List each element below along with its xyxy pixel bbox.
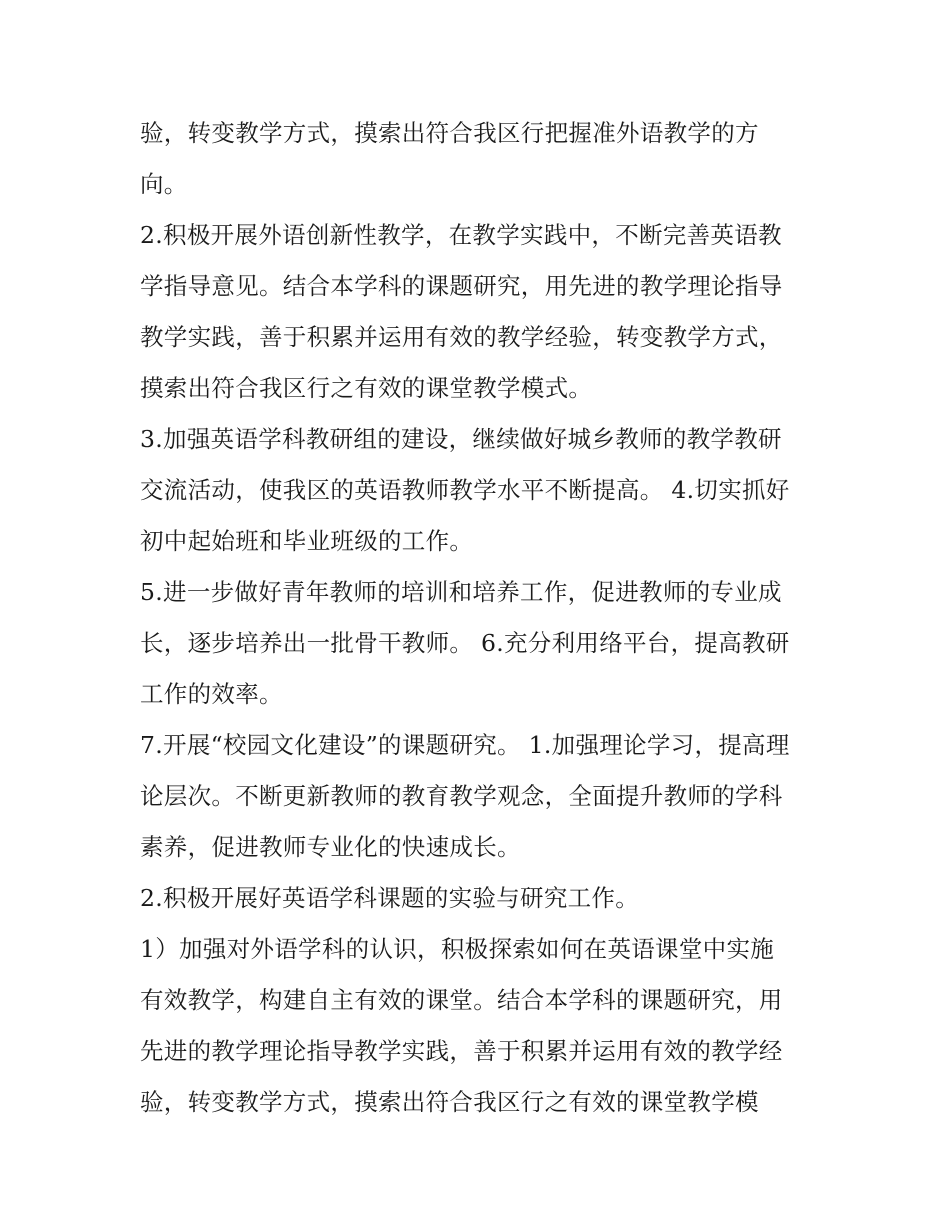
text-line: 向。 [140,170,188,198]
text-line: 1）加强对外语学科的认识，积极探索如何在英语课堂中实施 [140,935,775,963]
text-line: 2.积极开展好英语学科课题的实验与研究工作。 [140,884,640,912]
text-line: 2.积极开展外语创新性教学，在教学实践中，不断完善英语教 [140,221,782,249]
text-line: 摸索出符合我区行之有效的课堂教学模式。 [140,374,593,402]
text-line: 学指导意见。结合本学科的课题研究，用先进的教学理论指导 [140,272,783,300]
text-line: 交流活动，使我区的英语教师教学水平不断提高。 4.切实抓好 [140,476,790,504]
text-line: 初中起始班和毕业班级的工作。 [140,527,474,555]
text-line: 有效教学，构建自主有效的课堂。结合本学科的课题研究，用 [140,986,783,1014]
text-line: 5.进一步做好青年教师的培训和培养工作，促进教师的专业成 [140,578,782,606]
text-line: 素养，促进教师专业化的快速成长。 [140,833,521,861]
text-line: 3.加强英语学科教研组的建设，继续做好城乡教师的教学教研 [140,425,782,453]
text-line: 先进的教学理论指导教学实践，善于积累并运用有效的教学经 [140,1037,783,1065]
text-line: 7.开展“校园文化建设”的课题研究。 1.加强理论学习，提高理 [140,731,790,759]
text-line: 长，逐步培养出一批骨干教师。 6.充分利用络平台，提高教研 [140,629,790,657]
text-line: 论层次。不断更新教师的教育教学观念，全面提升教师的学科 [140,782,783,810]
text-line: 验，转变教学方式，摸索出符合我区行之有效的课堂教学模 [140,1088,759,1116]
text-line: 验，转变教学方式，摸索出符合我区行把握准外语教学的方 [140,119,759,147]
text-line: 工作的效率。 [140,680,283,708]
document-body [140,108,820,1128]
text-line: 教学实践，善于积累并运用有效的教学经验，转变教学方式， [140,323,783,351]
